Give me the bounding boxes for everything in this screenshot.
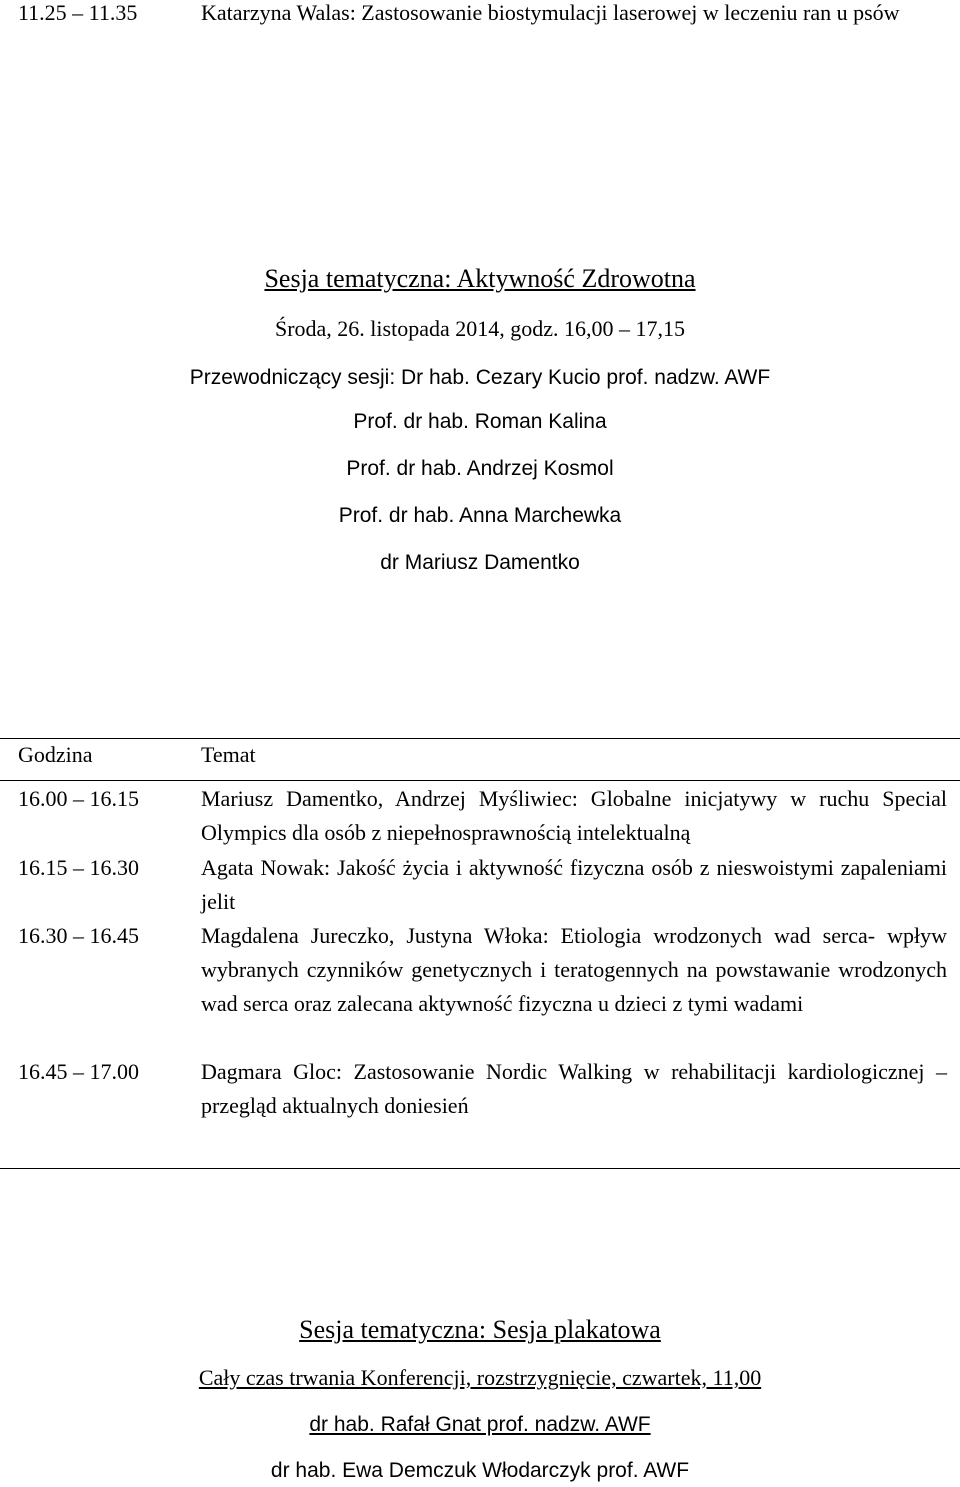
table-top-rule: [0, 738, 960, 739]
table-row-time: 16.30 – 16.45: [18, 923, 139, 948]
session1-date: Środa, 26. listopada 2014, godz. 16,00 – 17,15: [274, 316, 686, 341]
table-row-topic: Dagmara Gloc: Zastosowanie Nordic Walking w rehabilitacji kardiologicznej – przegląd aktualnych doniesień: [201, 1059, 947, 1118]
session2-date: Cały czas trwania Konferencji, rozstrzygnięcie, czwartek, 11,00: [198, 1365, 762, 1390]
session2-member: dr hab. Ewa Demczuk Włodarczyk prof. AWF: [270, 1459, 690, 1482]
table-bottom-rule: [0, 1168, 960, 1169]
session1-member: Prof. dr hab. Andrzej Kosmol: [346, 457, 614, 480]
table-header-topic: Temat: [201, 742, 256, 767]
session1-member: dr Mariusz Damentko: [380, 551, 580, 574]
table-row-topic: Magdalena Jureczko, Justyna Włoka: Etiologia wrodzonych wad serca- wpływ wybranych czynników genetycznych i teratogennych na powstawanie wrodzonych wad serca oraz zalecana aktywność fizyczna u dzieci z tymi wadami: [201, 923, 947, 1016]
table-header-time: Godzina: [18, 742, 93, 767]
table-row-topic: Agata Nowak: Jakość życia i aktywność fizyczna osób z nieswoistymi zapaleniami jelit: [201, 855, 947, 914]
table-row-topic: Mariusz Damentko, Andrzej Myśliwiec: Globalne inicjatywy w ruchu Special Olympics dla osób z niepełnosprawnością intelektualną: [201, 786, 947, 845]
table-header-rule: [0, 780, 960, 781]
session1-heading: Sesja tematyczna: Aktywność Zdrowotna: [264, 264, 696, 293]
session2-member: dr hab. Rafał Gnat prof. nadzw. AWF: [309, 1413, 651, 1436]
table-row-time: 16.45 – 17.00: [18, 1059, 139, 1084]
table-row-time: 16.15 – 16.30: [18, 855, 139, 880]
top-entry-time: 11.25 – 11.35: [18, 0, 138, 25]
session2-heading: Sesja tematyczna: Sesja plakatowa: [299, 1315, 661, 1344]
top-entry-topic: Katarzyna Walas: Zastosowanie biostymulacji laserowej w leczeniu ran u psów: [201, 0, 900, 25]
session1-chair: Przewodniczący sesji: Dr hab. Cezary Kucio prof. nadzw. AWF: [189, 366, 771, 389]
session1-member: Prof. dr hab. Roman Kalina: [353, 410, 607, 433]
table-row-time: 16.00 – 16.15: [18, 786, 139, 811]
session1-member: Prof. dr hab. Anna Marchewka: [338, 504, 622, 527]
